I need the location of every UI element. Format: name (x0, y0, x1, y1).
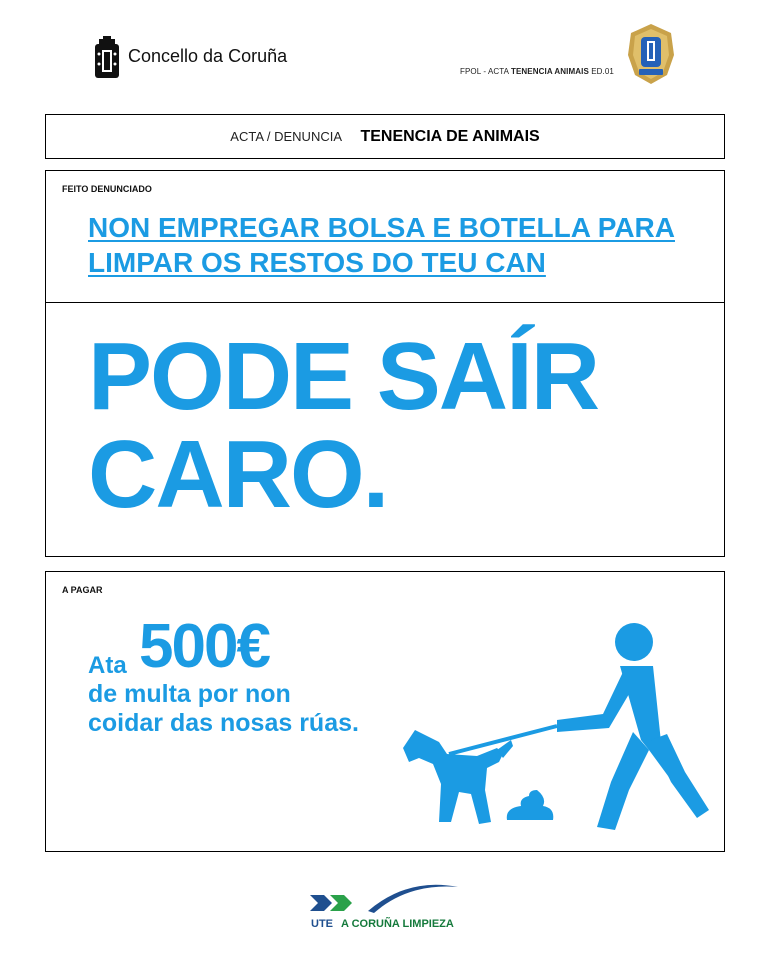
form-code (460, 67, 614, 76)
feito-label: FEITO DENUNCIADO (62, 184, 152, 194)
footer-company-name: A CORUÑA LIMPIEZA (341, 918, 454, 930)
fine-description: de multa por non coidar das nosas rúas. (88, 680, 359, 737)
warning-line-1: PODE SAÍR (88, 323, 599, 430)
concello-name: Concello da Coruña (128, 46, 288, 66)
policia-local-badge-icon (627, 23, 675, 85)
form-code-bold: TENENCIA ANIMAIS (511, 67, 589, 76)
title-line (46, 128, 724, 146)
person-walking-dog-icon (371, 622, 716, 832)
warning-line-2: CARO. (88, 421, 388, 528)
concello-coat-of-arms-icon (93, 36, 121, 80)
title-prefix: ACTA / DENUNCIA (230, 129, 342, 144)
title-box (45, 114, 725, 159)
footer-company (311, 918, 454, 930)
footer-ute: UTE (311, 918, 333, 930)
warning-box (45, 302, 725, 557)
form-code-suffix: ED.01 (588, 67, 614, 76)
form-code-prefix: FPOL - ACTA (460, 67, 511, 76)
title-main: TENENCIA DE ANIMAIS (360, 128, 540, 145)
fine-amount: 500€ (139, 612, 269, 681)
pagar-box (45, 571, 725, 852)
feito-text: NON EMPREGAR BOLSA E BOTELLA PARA LIMPAR OS RESTOS DO TEU CAN (88, 212, 675, 278)
feito-box (45, 170, 725, 303)
ata-label: Ata (88, 652, 127, 679)
pagar-label: A PAGAR (62, 585, 103, 595)
